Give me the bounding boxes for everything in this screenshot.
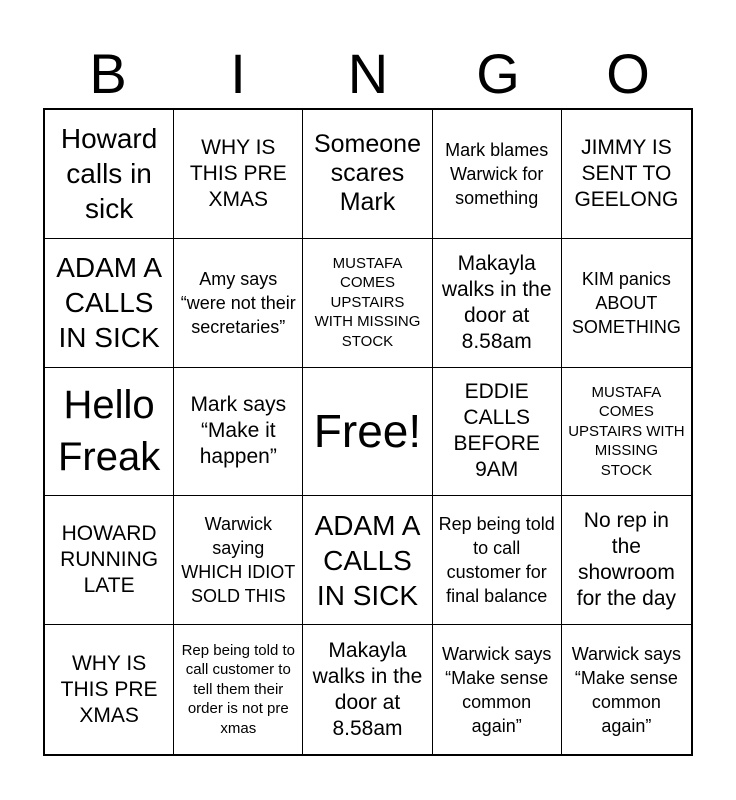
bingo-cell[interactable] [174,110,303,239]
cell-text: EDDIE CALLS BEFORE 9AM [453,380,540,482]
bingo-cell[interactable] [433,368,562,497]
bingo-cell[interactable] [562,368,691,497]
cell-text: ADAM A CALLS IN SICK [56,252,162,354]
bingo-cell[interactable] [562,239,691,368]
bingo-cell[interactable] [174,368,303,497]
cell-text: ADAM A CALLS IN SICK [314,509,421,611]
bingo-cell[interactable] [562,625,691,754]
bingo-cell[interactable] [303,496,432,625]
bingo-cell[interactable] [174,625,303,754]
cell-text: Hello Freak [57,383,161,480]
cell-text: Mark says “Make it happen” [190,393,287,469]
header-letter-g: G [476,42,520,105]
bingo-cell[interactable] [45,239,174,368]
header-letter-i: I [230,42,246,105]
cell-text: Amy says “were not their secretaries” [180,268,296,337]
bingo-cell[interactable] [174,239,303,368]
cell-text: Howard calls in sick [60,123,158,225]
cell-text: WHY IS THIS PRE XMAS [189,135,287,211]
cell-text: Rep being told to call customer for final balance [438,514,555,607]
cell-text: MUSTAFA COMES UPSTAIRS WITH MISSING STOCK [314,254,421,350]
cell-text: Warwick saying WHICH IDIOT SOLD THIS [181,514,296,607]
cell-text: Warwick says “Make sense common again” [442,643,552,736]
cell-text: No rep in the showroom for the day [576,509,676,611]
cell-text: MUSTAFA COMES UPSTAIRS WITH MISSING STOCK [568,383,685,479]
cell-text: KIM panics ABOUT SOMETHING [571,268,681,337]
cell-text: WHY IS THIS PRE XMAS [60,651,158,727]
cell-text: HOWARD RUNNING LATE [60,522,159,598]
bingo-cell[interactable] [45,110,174,239]
header-letter-b: B [89,42,127,105]
cell-text: Mark blames Warwick for something [445,139,549,208]
cell-text: Warwick says “Make sense common again” [571,643,682,736]
free-space-text: Free! [313,405,422,458]
bingo-cell[interactable] [45,496,174,625]
bingo-cell[interactable] [174,496,303,625]
bingo-cell[interactable] [562,110,691,239]
cell-text: Makayla walks in the door at 8.58am [312,638,423,740]
cell-text: Makayla walks in the door at 8.58am [441,251,552,353]
free-space-cell[interactable] [303,368,432,497]
cell-text: JIMMY IS SENT TO GEELONG [574,135,679,211]
bingo-cell[interactable] [433,239,562,368]
bingo-cell[interactable] [303,625,432,754]
header-letter-n: N [347,42,389,105]
bingo-cell[interactable] [433,496,562,625]
bingo-cell[interactable] [433,110,562,239]
bingo-cell[interactable] [562,496,691,625]
bingo-cell[interactable] [303,239,432,368]
bingo-cell[interactable] [45,625,174,754]
bingo-board [43,108,693,756]
bingo-cell[interactable] [433,625,562,754]
cell-text: Rep being told to call customer to tell them their order is not pre xmas [181,641,295,737]
bingo-header [43,40,693,108]
cell-text: Someone scares Mark [313,130,421,217]
bingo-cell[interactable] [303,110,432,239]
bingo-cell[interactable] [45,368,174,497]
header-letter-o: O [606,42,650,105]
